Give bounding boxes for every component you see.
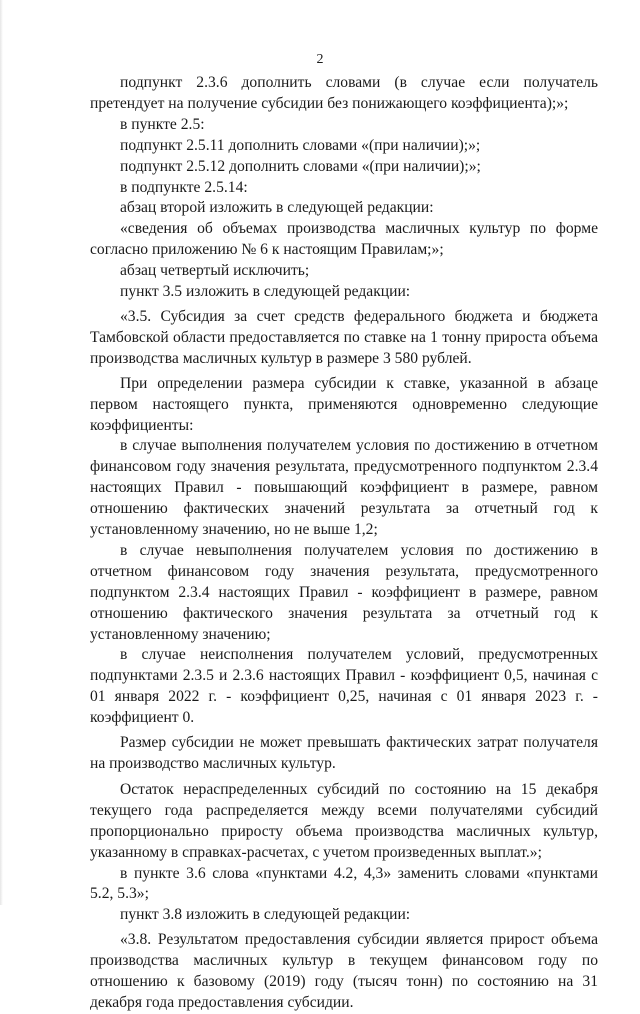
paragraph: в случае неисполнения получателем условий, предусмотренных подпунктами 2.3.5 и 2.3.6 настоящих Правил - коэффициент 0,5, начиная с 01 января 2022 г. - коэффициент 0,25, начиная с 01 января 2023 г. - коэффициент 0. <box>90 646 598 727</box>
paragraph: «сведения об объемах производства масличных культур по форме согласно приложению № 6 к настоящим Правилам;»; <box>90 220 598 259</box>
paragraph: подпункт 2.5.11 дополнить словами «(при наличии);»; <box>120 136 481 154</box>
paragraph: подпункт 2.3.6 дополнить словами (в случае если получатель претендует на получение субсидии без понижающего коэффициента);»; <box>90 74 598 112</box>
document-body <box>90 73 598 1014</box>
paragraph: При определении размера субсидии к ставке, указанной в абзаце первом настоящего пункта, применяются одновременно следующие коэффициенты: <box>90 374 598 434</box>
paragraph: в пункте 2.5: <box>120 115 205 133</box>
paragraph: в случае невыполнения получателем условия по достижению в отчетном финансовом году значения результата, предусмотренного подпунктом 2.3.4 настоящих Правил - коэффициент в размере, равном отношению фактического значения результата за отчетный год к установленному значению; <box>90 541 598 643</box>
paragraph: «3.5. Субсидия за счет средств федерального бюджета и бюджета Тамбовской области предоставляется по ставке на 1 тонну прироста объема производства масличных культур в размере 3 580 рублей. <box>90 307 598 367</box>
paragraph: пункт 3.5 изложить в следующей редакции: <box>120 283 411 301</box>
paragraph: «3.8. Результатом предоставления субсидии является прирост объема производства масличных культур в текущем финансовом году по отношению к базовому (2019) году (тысяч тонн) по состоянию на 31 декабря года предоставления субсидии. <box>90 931 598 1011</box>
scan-edge <box>0 0 3 905</box>
paragraph: Остаток нераспределенных субсидий по состоянию на 15 декабря текущего года распределяется между всеми получателями субсидий пропорционально приросту объема производства масличных культур, указанному в справках-расчетах, с учетом произведенных выплат.»; <box>90 780 598 861</box>
paragraph: подпункт 2.5.12 дополнить словами «(при наличии);»; <box>120 157 481 175</box>
paragraph: в случае выполнения получателем условия по достижению в отчетном финансовом году значения результата, предусмотренного подпунктом 2.3.4 настоящих Правил - повышающий коэффициент в размере, равном отношению фактических значений результата за отчетный год к установленному значению, но не выше 1,2; <box>90 437 598 539</box>
paragraph: абзац четвертый исключить; <box>120 262 310 280</box>
paragraph: в подпункте 2.5.14: <box>120 178 248 196</box>
paragraph: абзац второй изложить в следующей редакции: <box>120 199 434 217</box>
paragraph: пункт 3.8 изложить в следующей редакции: <box>120 906 411 924</box>
paragraph: в пункте 3.6 слова «пунктами 4.2, 4,3» заменить словами «пунктами 5.2, 5.3»; <box>90 864 598 903</box>
page-number: 2 <box>316 52 324 67</box>
paragraph: Размер субсидии не может превышать фактических затрат получателя на производство масличных культур. <box>90 734 598 772</box>
